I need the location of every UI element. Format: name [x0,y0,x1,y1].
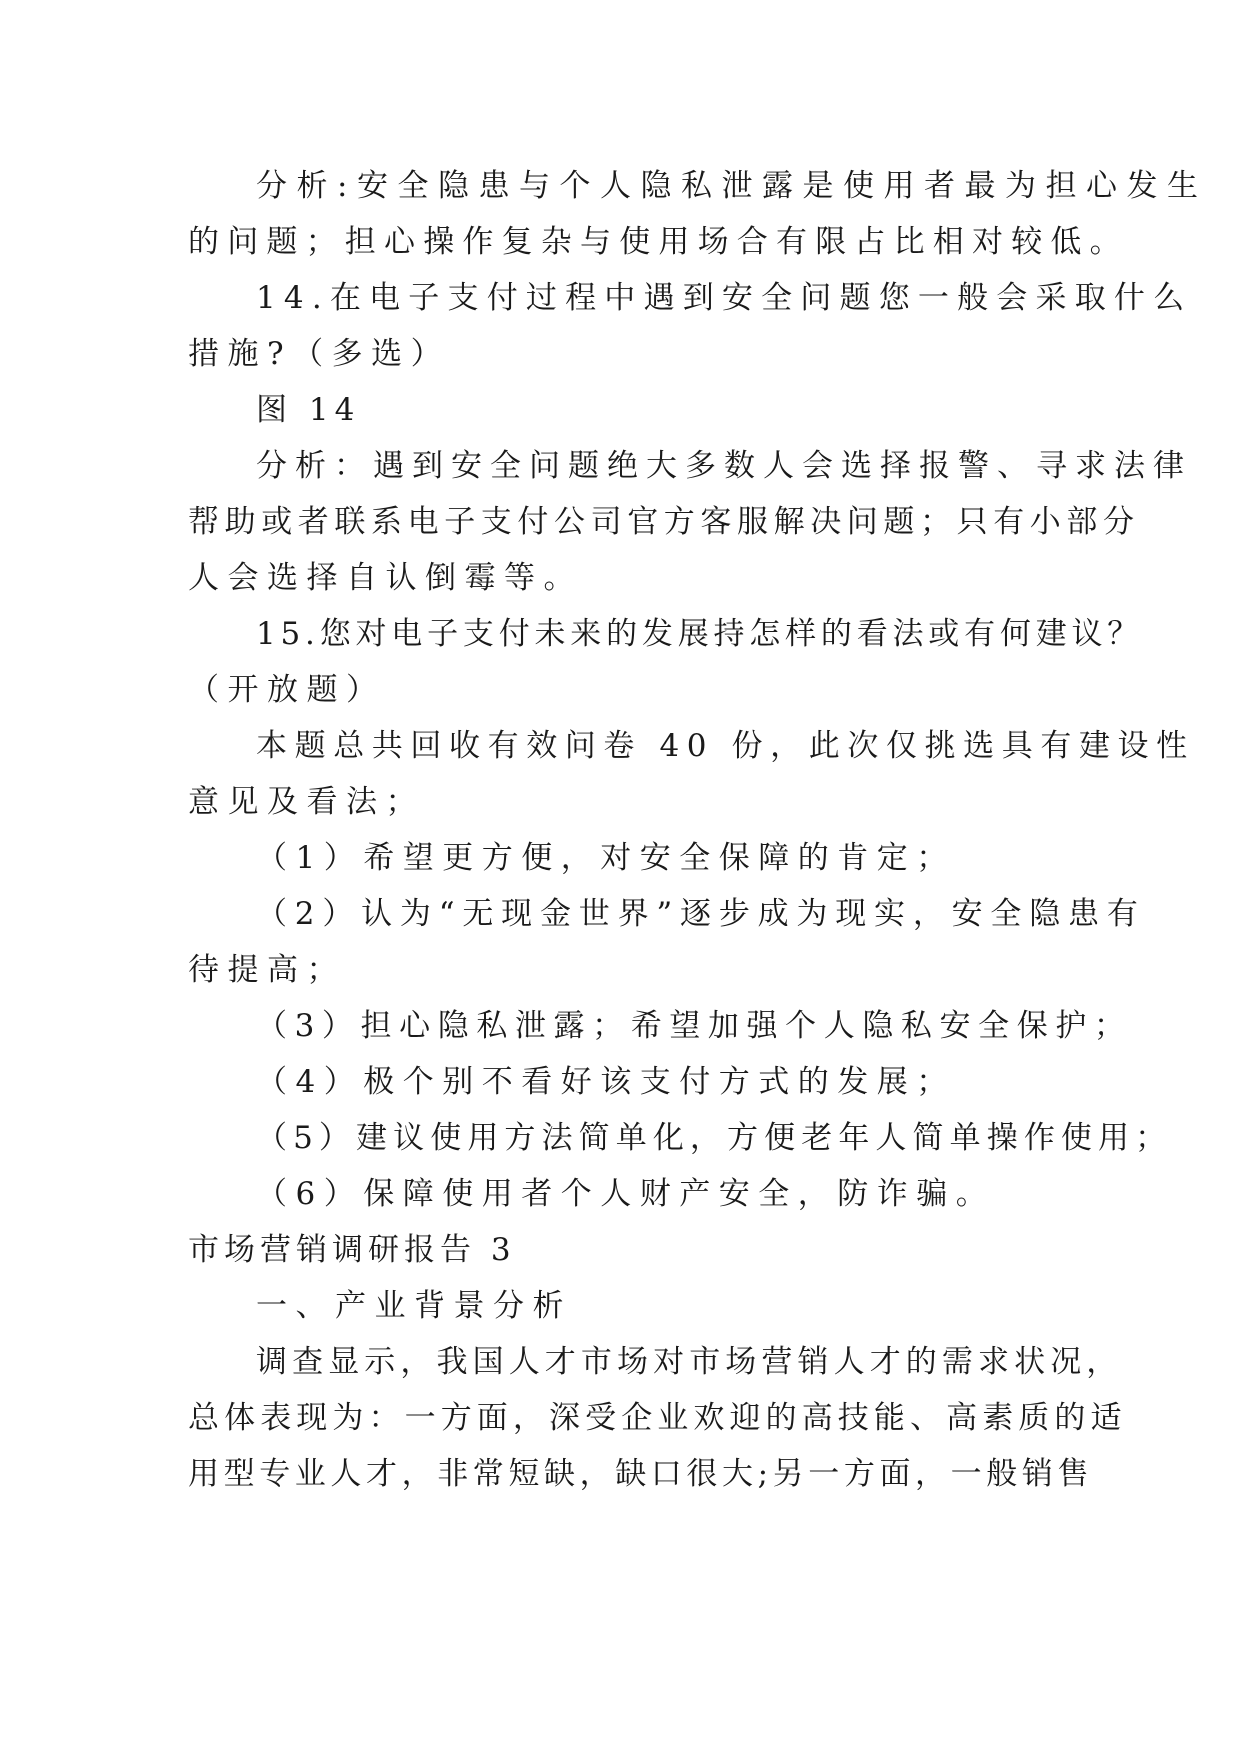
question-heading: 15.您对电子支付未来的发展持怎样的看法或有何建议？ [256,616,1144,652]
list-item-continuation: 待提高； [188,952,346,988]
paragraph-line: （开放题） [188,672,386,708]
paragraph-line: 帮助或者联系电子支付公司官方客服解决问题；只有小部分 [188,504,1140,540]
paragraph-line: 用型专业人才，非常短缺，缺口很大;另一方面，一般销售 [188,1456,1094,1492]
section-heading: 一、产业背景分析 [256,1288,572,1324]
list-item: （3）担心隐私泄露；希望加强个人隐私安全保护； [256,1008,1133,1044]
paragraph-line: 调查显示，我国人才市场对市场营销人才的需求状况， [256,1344,1123,1380]
paragraph-line: 措施?（多选） [188,336,451,372]
paragraph-line: 人会选择自认倒霉等。 [188,560,583,596]
question-heading: 14.在电子支付过程中遇到安全问题您一般会采取什么 [256,280,1193,316]
paragraph-line: 意见及看法； [188,784,425,820]
paragraph-line: 分析：遇到安全问题绝大多数人会选择报警、寻求法律 [256,448,1192,484]
paragraph-line: 的问题；担心操作复杂与使用场合有限占比相对较低。 [188,224,1129,260]
figure-caption: 图 14 [256,392,361,428]
list-item: （2）认为“无现金世界”逐步成为现实，安全隐患有 [256,896,1146,932]
section-title: 市场营销调研报告 3 [188,1232,516,1268]
list-item: （6）保障使用者个人财产安全，防诈骗。 [256,1176,996,1212]
list-item: （1）希望更方便，对安全保障的肯定； [256,840,956,876]
paragraph-line: 分析:安全隐患与个人隐私泄露是使用者最为担心发生 [256,168,1208,204]
list-item: （4）极个别不看好该支付方式的发展； [256,1064,956,1100]
paragraph-line: 总体表现为：一方面，深受企业欢迎的高技能、高素质的适 [188,1400,1127,1436]
paragraph-line: 本题总共回收有效问卷 40 份，此次仅挑选具有建设性 [256,728,1195,764]
list-item: （5）建议使用方法简单化，方便老年人简单操作使用； [256,1120,1173,1156]
